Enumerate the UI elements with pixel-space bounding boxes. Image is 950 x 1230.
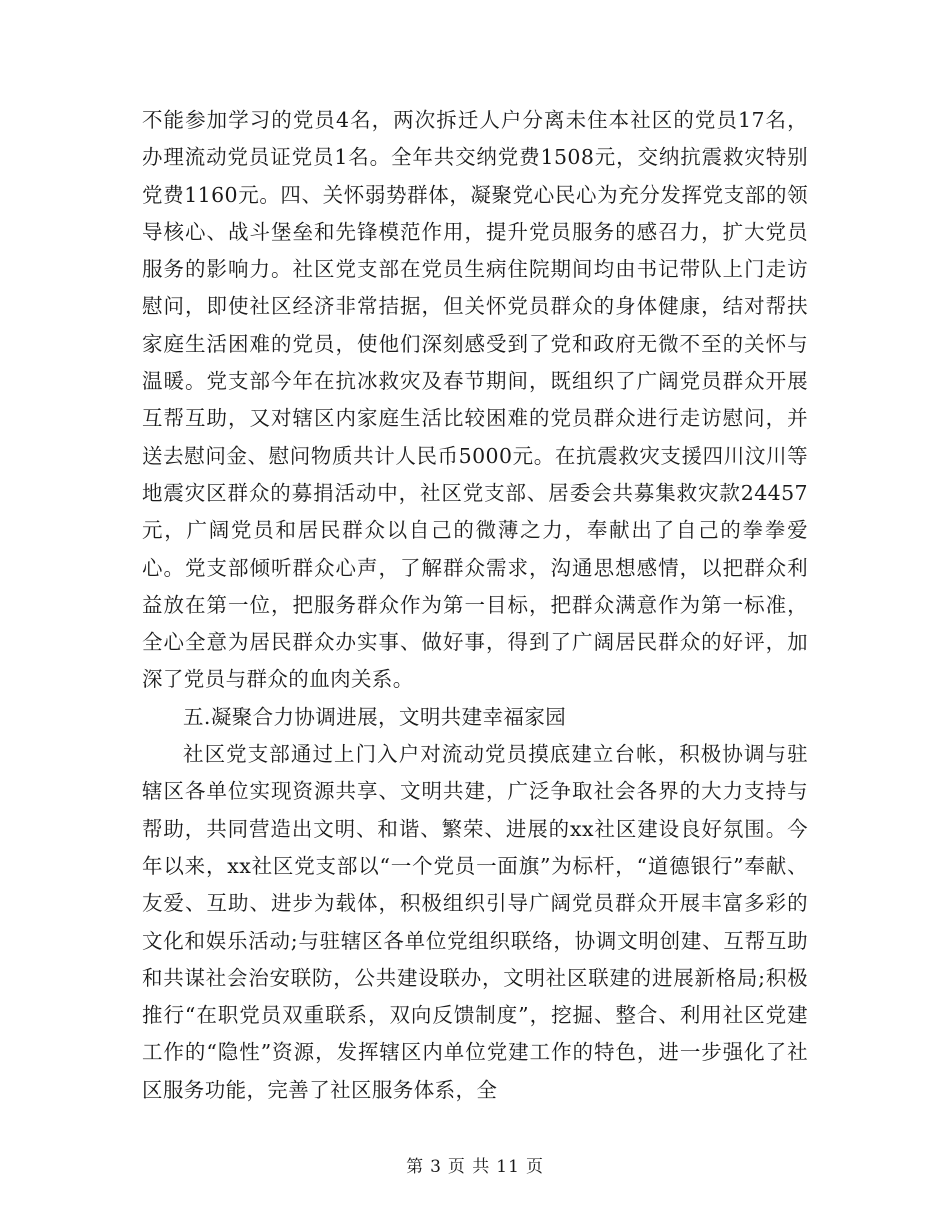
footer-prefix: 第 (406, 1157, 425, 1177)
body-paragraph-2: 社区党支部通过上门入户对流动党员摸底建立台帐，积极协调与驻辖区各单位实现资源共享、文明共建，广泛争取社会各界的大力支持与帮助，共同营造出文明、和谐、繁荣、进展的xx社区建设良好氛围。今年以来，xx社区党支部以“一个党员一面旗”为标杆，“道德银行”奉献、友爱、互助、进步为载体，积极组织引导广阔党员群众开展丰富多彩的文化和娱乐活动;与驻辖区各单位党组织联络，协调文明创建、互帮互助和共谋社会治安联防，公共建设联办，文明社区联建的进展新格局;积极推行“在职党员双重联系，双向反馈制度”，挖掘、整合、利用社区党建工作的“隐性”资源，发挥辖区内单位党建工作的特色，进一步强化了社区服务功能，完善了社区服务体系，全 (142, 742, 808, 1102)
page-footer (0, 1152, 950, 1177)
footer-current-page: 3 (430, 1157, 442, 1177)
document-body (142, 102, 808, 1109)
body-paragraph-1: 不能参加学习的党员4名，两次拆迁人户分离未住本社区的党员17名，办理流动党员证党员1名。全年共交纳党费1508元，交纳抗震救灾特别党费1160元。四、关怀弱势群体，凝聚党心民心为充分发挥党支部的领导核心、战斗堡垒和先锋模范作用，提升党员服务的感召力，扩大党员服务的影响力。社区党支部在党员生病住院期间均由书记带队上门走访慰问，即使社区经济非常拮据，但关怀党员群众的身体健康，结对帮扶家庭生活困难的党员，使他们深刻感受到了党和政府无微不至的关怀与温暖。党支部今年在抗冰救灾及春节期间，既组织了广阔党员群众开展互帮互助，又对辖区内家庭生活比较困难的党员群众进行走访慰问，并送去慰问金、慰问物质共计人民币5000元。在抗震救灾支援四川汶川等地震灾区群众的募捐活动中，社区党支部、居委会共募集救灾款24457元，广阔党员和居民群众以自己的微薄之力，奉献出了自己的拳拳爱心。党支部倾听群众心声，了解群众需求，沟通思想感情，以把群众利益放在第一位，把服务群众作为第一目标，把群众满意作为第一标准，全心全意为居民群众办实事、做好事，得到了广阔居民群众的好评，加深了党员与群众的血肉关系。 (142, 108, 808, 692)
footer-total-pages: 11 (496, 1157, 520, 1177)
footer-suffix: 页 (525, 1157, 544, 1177)
section-heading: 五.凝聚合力协调进展，文明共建幸福家园 (183, 704, 567, 729)
footer-middle: 页 共 (447, 1157, 491, 1177)
